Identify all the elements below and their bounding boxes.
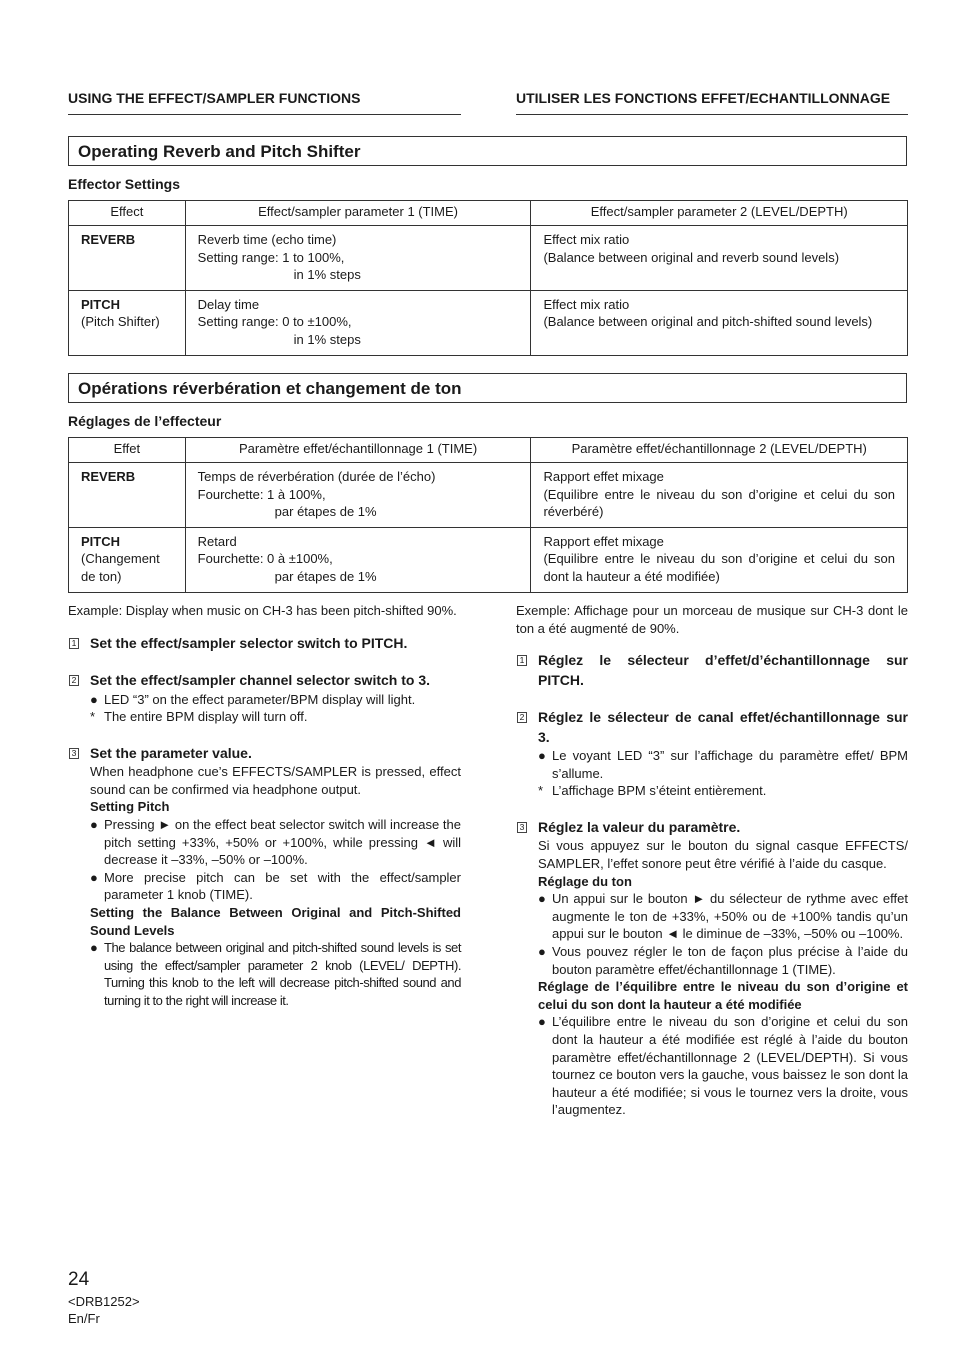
table-header-cell: Paramètre effet/échantillonnage 2 (LEVEL/DEPTH): [531, 438, 908, 463]
list-item: [68, 939, 461, 1009]
section-title-en: Operating Reverb and Pitch Shifter: [68, 136, 907, 166]
param2-line: (Equilibre entre le niveau du son d’origine et celui du son dont la hauteur a été modifiée): [543, 551, 895, 584]
bullet-icon: ●: [538, 891, 546, 907]
table-header-row: [69, 201, 908, 226]
bullet-text: L’équilibre entre le niveau du son d’origine et celui du son dont la hauteur a été modifiée est réglé à l’aide du bouton paramètre effet/échantillonnage 2 (LEVEL/DEPTH). Si vous tournez ce bouton vers la gauche, vous baissez le son dont la hauteur a été modifiée; si vous le tournez vers la droite, vous l’augmentez.: [552, 1014, 908, 1118]
note-text: The entire BPM display will turn off.: [104, 709, 308, 725]
list-item: [516, 747, 908, 782]
param1-cell: [185, 226, 531, 291]
effect-name-cell: [69, 527, 186, 592]
list-item: [68, 691, 461, 709]
param1-line: Setting range: 0 to ±100%,: [197, 314, 352, 330]
subsection-title-fr: Réglages de l’effecteur: [68, 413, 222, 429]
header-rule-en: [68, 114, 461, 115]
table-header-cell: Effect/sampler parameter 2 (LEVEL/DEPTH): [531, 201, 908, 226]
step-title: Réglez le sélecteur d’effet/d’échantillonnage sur PITCH.: [538, 652, 908, 688]
param1-line: par étapes de 1%: [274, 568, 377, 584]
effector-table-en: [68, 200, 908, 356]
param2-line: Effect mix ratio: [543, 232, 630, 247]
subheading: Réglage du ton: [538, 873, 632, 889]
effect-name: PITCH: [81, 533, 120, 549]
param2-line: Rapport effet mixage: [543, 469, 664, 484]
step-body: When headphone cue’s EFFECTS/SAMPLER is pressed, effect sound can be confirmed via headphone output.: [90, 764, 461, 797]
list-item: [68, 816, 461, 869]
param1-line: Temps de réverbération (durée de l’écho): [197, 469, 436, 484]
effect-name: PITCH: [81, 296, 120, 312]
param1-line: in 1% steps: [293, 331, 361, 347]
param2-line: (Equilibre entre le niveau du son d’origine et celui du son réverbéré): [543, 486, 895, 520]
table-header-row: [69, 438, 908, 463]
document-code: <DRB1252>: [68, 1294, 140, 1309]
step-number: 3: [69, 748, 79, 759]
section-title-fr: Opérations réverbération et changement de ton: [68, 373, 907, 403]
param1-cell: [185, 463, 531, 528]
bullet-text: LED “3” on the effect parameter/BPM display will light.: [104, 691, 416, 707]
step-number: 2: [69, 675, 79, 686]
step-item: [68, 634, 461, 654]
step-title: Réglez le sélecteur de canal effet/échantillonnage sur 3.: [538, 709, 908, 745]
param1-cell: [185, 527, 531, 592]
step-title: Réglez la valeur du paramètre.: [538, 818, 741, 835]
table-header-cell: Paramètre effet/échantillonnage 1 (TIME): [185, 438, 531, 463]
param1-line: Reverb time (echo time): [197, 232, 337, 247]
example-caption: Exemple: Affichage pour un morceau de musique sur CH-3 dont le ton a été augmenté de 90%.: [516, 603, 908, 636]
table-row: [69, 463, 908, 528]
instructions-column-fr: [516, 602, 908, 1119]
step-title: Set the effect/sampler channel selector switch to 3.: [90, 672, 430, 689]
param2-line: (Balance between original and reverb sound levels): [543, 249, 840, 265]
effect-name: REVERB: [81, 469, 136, 484]
param1-cell: [185, 290, 531, 355]
list-item: [516, 782, 908, 800]
effect-name-cell: [69, 463, 186, 528]
step-number: 1: [517, 655, 527, 666]
bullet-icon: ●: [90, 817, 98, 833]
step-item: [516, 708, 908, 747]
step-item: [516, 818, 908, 838]
step-item: [516, 651, 908, 690]
effect-name-sub: (Pitch Shifter): [81, 314, 160, 330]
note-asterisk-icon: *: [90, 709, 96, 725]
bullet-icon: ●: [90, 940, 98, 956]
bullet-text: The balance between original and pitch-shifted sound levels is set using the effect/sampler parameter 2 knob (LEVEL/ DEPTH). Turning this knob to the left will decrease pitch-shifted sound and turning it to the right will increase it.: [104, 940, 461, 1008]
running-header-en: USING THE EFFECT/SAMPLER FUNCTIONS: [68, 90, 361, 106]
step-item: [68, 671, 461, 691]
bullet-icon: ●: [90, 869, 98, 885]
step-title: Set the parameter value.: [90, 744, 252, 761]
page-number: 24: [68, 1269, 90, 1290]
bullet-text: Vous pouvez régler le ton de façon plus précise à l’aide du bouton paramètre effet/échantillonnage 1 (TIME).: [552, 944, 908, 977]
param2-line: Rapport effet mixage: [543, 533, 664, 549]
effect-name: REVERB: [81, 232, 136, 247]
note-asterisk-icon: *: [538, 783, 544, 799]
bullet-icon: ●: [538, 748, 546, 764]
effect-name-cell: [69, 290, 186, 355]
running-header-fr: UTILISER LES FONCTIONS EFFET/ECHANTILLONNAGE: [516, 90, 891, 106]
bullet-icon: ●: [538, 1014, 546, 1030]
param1-line: in 1% steps: [293, 267, 361, 283]
step-item: [68, 744, 461, 764]
subheading: Setting the Balance Between Original and Pitch-Shifted Sound Levels: [90, 905, 461, 938]
step-body: Si vous appuyez sur le bouton du signal casque EFFECTS/ SAMPLER, l’effet sonore peut être vérifié à l’aide du casque.: [538, 838, 908, 872]
subheading: Setting Pitch: [90, 799, 170, 815]
language-code: En/Fr: [68, 1311, 100, 1326]
table-row: [69, 226, 908, 291]
step-title: Set the effect/sampler selector switch to PITCH.: [90, 634, 408, 651]
example-caption: Example: Display when music on CH-3 has been pitch-shifted 90%.: [68, 603, 457, 618]
param1-line: Fourchette: 0 à ±100%,: [197, 551, 333, 567]
bullet-icon: ●: [538, 944, 546, 960]
list-item: [516, 890, 908, 943]
param2-cell: [531, 527, 908, 592]
list-item: [516, 1013, 908, 1119]
subsection-title-en: Effector Settings: [68, 176, 181, 192]
param2-line: (Balance between original and pitch-shifted sound levels): [543, 314, 873, 330]
table-header-cell: Effect/sampler parameter 1 (TIME): [185, 201, 531, 226]
param2-cell: [531, 290, 908, 355]
list-item: [68, 869, 461, 904]
table-header-cell: Effect: [69, 201, 186, 226]
list-item: [68, 708, 461, 726]
param1-line: Retard: [197, 533, 237, 549]
bullet-text: Un appui sur le bouton ► du sélecteur de rythme avec effet augmente le ton de +33%, +50% ou de +100% tandis qu’un appui sur le bouton ◄ le diminue de –33%, –50% ou –100%.: [552, 891, 908, 942]
effector-table-fr: [68, 437, 908, 593]
table-row: [69, 290, 908, 355]
param2-cell: [531, 226, 908, 291]
param1-line: Delay time: [197, 296, 260, 312]
param1-line: Fourchette: 1 à 100%,: [197, 486, 326, 502]
step-number: 3: [517, 822, 527, 833]
bullet-text: Pressing ► on the effect beat selector switch will increase the pitch setting +33%, +50% or +100%, while pressing ◄ will decrease it –33%, –50% or –100%.: [104, 817, 461, 868]
bullet-text: Le voyant LED “3” sur l’affichage du paramètre effet/ BPM s’allume.: [552, 748, 908, 781]
bullet-icon: ●: [90, 691, 98, 707]
param1-line: par étapes de 1%: [274, 504, 377, 520]
effect-name-cell: [69, 226, 186, 291]
effect-name-sub: (Changement de ton): [81, 551, 160, 584]
table-row: [69, 527, 908, 592]
step-number: 2: [517, 712, 527, 723]
header-rule-fr: [516, 114, 908, 115]
step-number: 1: [69, 638, 79, 649]
note-text: L’affichage BPM s’éteint entièrement.: [552, 783, 767, 799]
table-header-cell: Effet: [69, 438, 186, 463]
param2-cell: [531, 463, 908, 528]
subheading: Réglage de l’équilibre entre le niveau du son d’origine et celui du son dont la hauteur a été modifiée: [538, 979, 908, 1012]
bullet-text: More precise pitch can be set with the effect/sampler parameter 1 knob (TIME).: [104, 869, 461, 903]
param1-line: Setting range: 1 to 100%,: [197, 249, 345, 265]
param2-line: Effect mix ratio: [543, 296, 630, 312]
instructions-column-en: [68, 602, 461, 1010]
list-item: [516, 943, 908, 978]
